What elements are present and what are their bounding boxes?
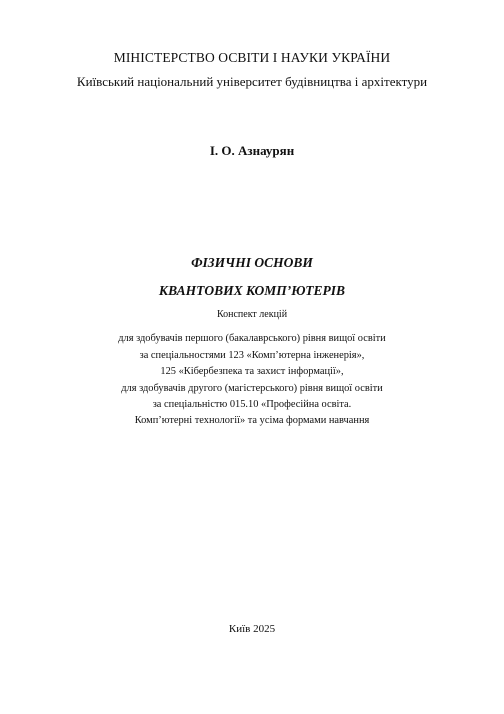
description-line-2: за спеціальностями 123 «Комп’ютерна інженерія», — [139, 350, 365, 361]
description-line-4: для здобувачів другого (магістерського) рівня вищої освіти — [121, 383, 383, 394]
document-title-line-2: КВАНТОВИХ КОМП’ЮТЕРІВ — [158, 283, 346, 298]
document-subtitle: Конспект лекцій — [216, 309, 288, 320]
description-line-3: 125 «Кібербезпека та захист інформації», — [160, 366, 344, 377]
description-line-1: для здобувачів першого (бакалаврського) рівня вищої освіти — [118, 333, 386, 344]
university-name: Київський національний університет будівництва і архітектури — [76, 74, 428, 89]
description-line-6: Комп’ютерні технології» та усіма формами навчання — [134, 415, 370, 426]
author-name: І. О. Азнаурян — [209, 143, 295, 158]
city-and-year: Київ 2025 — [228, 623, 276, 635]
description-line-5: за спеціальністю 015.10 «Професійна освіта. — [152, 399, 352, 410]
document-title-line-1: ФІЗИЧНІ ОСНОВИ — [191, 255, 313, 270]
ministry-name: МІНІСТЕРСТВО ОСВІТИ І НАУКИ УКРАЇНИ — [113, 50, 391, 65]
